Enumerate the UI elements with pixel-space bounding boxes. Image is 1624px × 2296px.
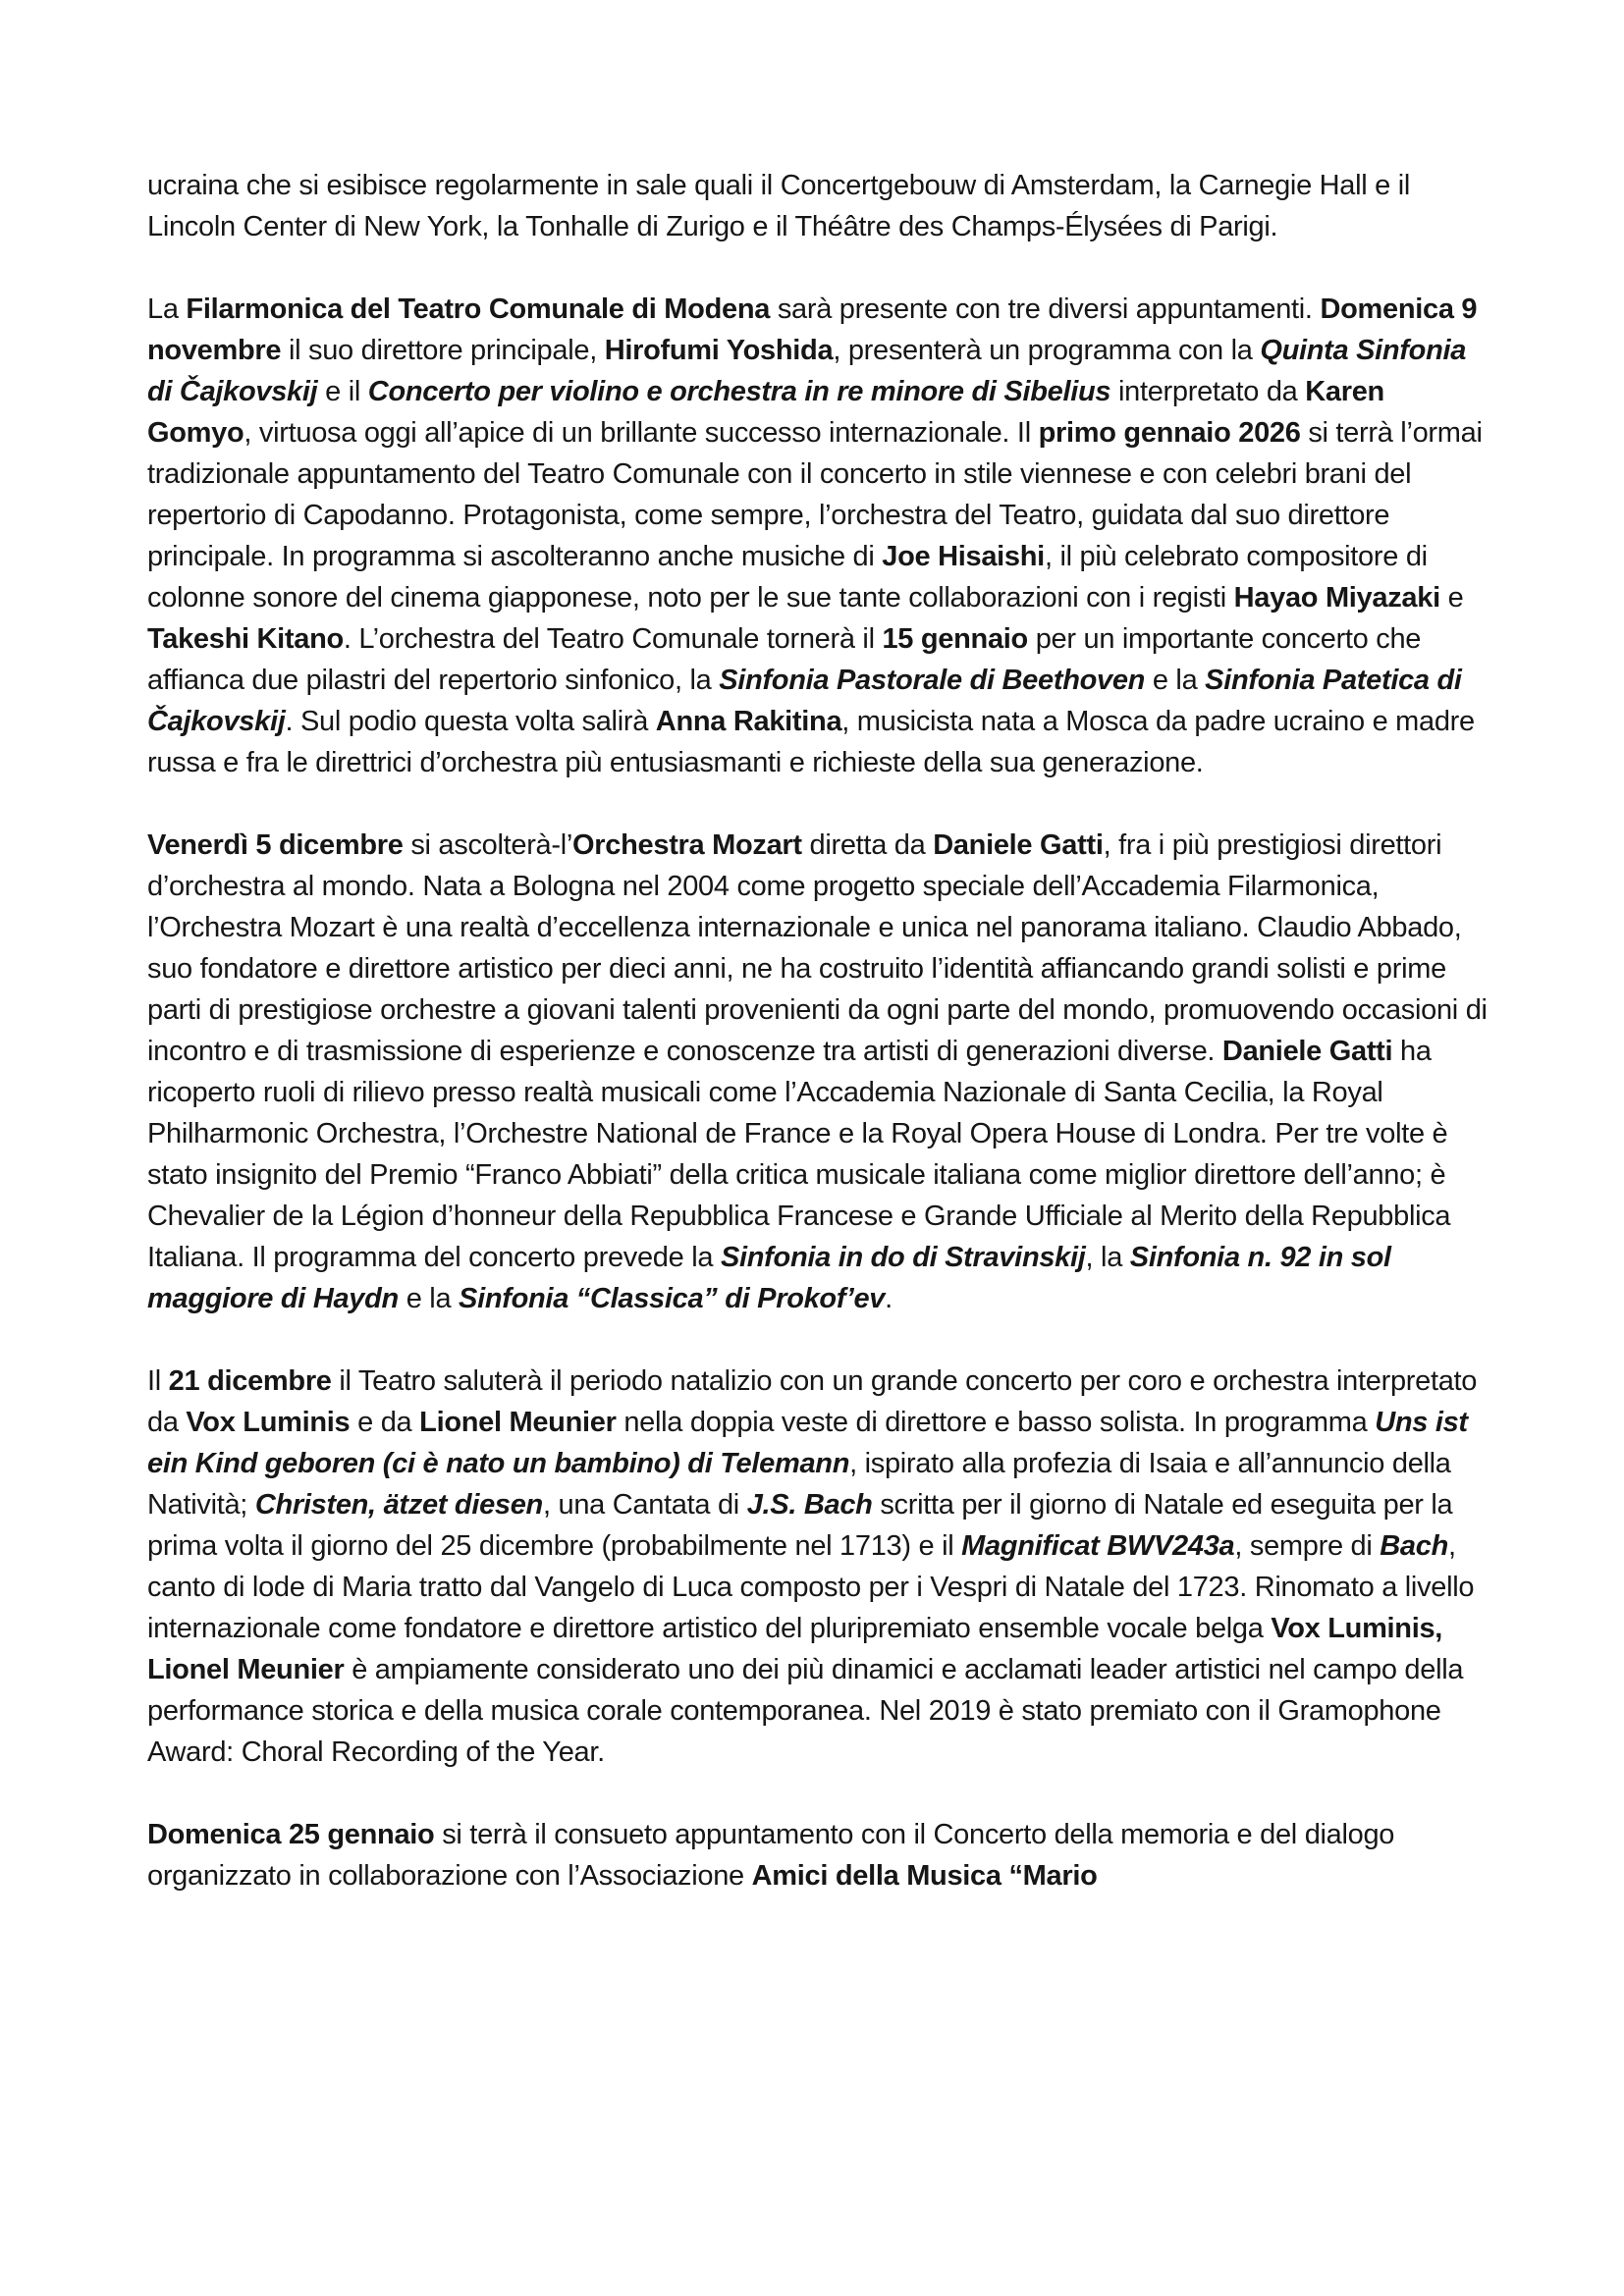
text-run: Il (147, 1365, 169, 1397)
text-run: , ispirato alla profezia di Isaia e all’annuncio della Natività; (147, 1448, 1451, 1521)
text-run: per un importante concerto che affianca due pilastri del repertorio sinfonico, la (147, 623, 1422, 696)
text-run: nella doppia veste di direttore e basso solista. In programma (616, 1407, 1376, 1438)
text-run: . (885, 1283, 893, 1314)
text-run: 15 gennaio (882, 623, 1028, 655)
text-run: Anna Rakitina (655, 706, 842, 737)
text-run: , virtuosa oggi all’apice di un brillante successo internazionale. Il (244, 417, 1039, 449)
text-run: Sinfonia “Classica” di Prokof’ev (459, 1283, 886, 1314)
text-run: Bach (1380, 1530, 1448, 1562)
text-run: ucraina che si esibisce regolarmente in sale quali il Concertgebouw di Amsterdam, la Carnegie Hall e il Lincoln Center di New York, la Tonhalle di Zurigo e il Théâtre des Champs-Élysées di Parigi. (147, 170, 1411, 242)
text-run: J.S. Bach (746, 1489, 873, 1521)
paragraph (147, 1814, 1492, 1896)
text-run: , il più celebrato compositore di colonne sonore del cinema giapponese, noto per le sue tante collaborazioni con i registi (147, 541, 1428, 614)
text-run: Daniele Gatti (1221, 1036, 1393, 1067)
text-run: Daniele Gatti (933, 829, 1104, 861)
text-run: , una Cantata di (542, 1489, 747, 1521)
text-run: 21 dicembre (168, 1365, 332, 1397)
text-run: Magnificat BWV243a (961, 1530, 1235, 1562)
text-run: , la (1085, 1242, 1130, 1273)
paragraph (147, 289, 1492, 783)
text-run: Hirofumi Yoshida (604, 335, 834, 366)
text-run: Concerto per violino e orchestra in re minore di Sibelius (367, 376, 1111, 407)
text-run: sarà presente con tre diversi appuntamenti. (770, 294, 1321, 325)
text-run: , fra i più prestigiosi direttori d’orchestra al mondo. Nata a Bologna nel 2004 come progetto speciale dell’Accademia Filarmonica, l’Orchestra Mozart è una realtà d’eccellenza internazionale e unica nel panorama italiano. Claudio Abbado, suo fondatore e direttore artistico per dieci anni, ne ha costruito l’identità affiancando grandi solisti e prime parti di prestigiose orchestre a giovani talenti provenienti da ogni parte del mondo, promuovendo occasioni di incontro e di trasmissione di esperienze e conoscenze tra artisti di generazioni diverse. (147, 829, 1488, 1067)
text-run: Sinfonia in do di Stravinskij (720, 1242, 1086, 1273)
text-run: Venerdì 5 dicembre (147, 829, 404, 861)
text-run: Lionel Meunier (419, 1407, 617, 1438)
text-run: Domenica 25 gennaio (147, 1819, 435, 1850)
text-run: Christen, ätzet diesen (254, 1489, 543, 1521)
text-run: il suo direttore principale, (281, 335, 605, 366)
text-run: e la (1145, 665, 1206, 696)
text-run: Quinta Sinfonia di Čajkovskij (147, 335, 1467, 407)
text-run: , musicista nata a Mosca da padre ucraino e madre russa e fra le direttrici d’orchestra più entusiasmanti e richieste della sua generazione. (147, 706, 1475, 778)
text-run: diretta da (801, 829, 934, 861)
text-run: Uns ist ein Kind geboren (ci è nato un bambino) di Telemann (147, 1407, 1468, 1479)
text-run: il Teatro saluterà il periodo natalizio con un grande concerto per coro e orchestra interpretato da (147, 1365, 1478, 1438)
text-run: Orchestra Mozart (572, 829, 802, 861)
text-run: Takeshi Kitano (147, 623, 344, 655)
paragraph (147, 165, 1492, 247)
text-run: scritta per il giorno di Natale ed eseguita per la prima volta il giorno del 25 dicembre (probabilmente nel 1713) e il (147, 1489, 1453, 1562)
text-run: La (147, 294, 187, 325)
text-run: Karen Gomyo (147, 376, 1384, 449)
text-run: Sinfonia n. 92 in sol maggiore di Haydn (147, 1242, 1391, 1314)
text-run: Vox Luminis, Lionel Meunier (147, 1613, 1443, 1685)
text-run: e il (317, 376, 368, 407)
text-run: Filarmonica del Teatro Comunale di Modena (186, 294, 771, 325)
text-run: Joe Hisaishi (882, 541, 1045, 572)
text-run: Sinfonia Pastorale di Beethoven (719, 665, 1146, 696)
text-run: primo gennaio 2026 (1038, 417, 1301, 449)
text-run: Amici della Musica “Mario (751, 1860, 1098, 1892)
text-run: , presenterà un programma con la (833, 335, 1261, 366)
text-run: e (1439, 582, 1464, 614)
document-body (147, 165, 1492, 1938)
text-run: ha ricoperto ruoli di rilievo presso realtà musicali come l’Accademia Nazionale di Santa Cecilia, la Royal Philharmonic Orchestra, l’Orchestre National de France e la Royal Opera House di Londra. Per tre volte è stato insignito del Premio “Franco Abbiati” della critica musicale italiana come miglior direttore dell’anno; è Chevalier de la Légion d’honneur della Repubblica Francese e Grande Ufficiale al Merito della Repubblica Italiana. Il programma del concerto prevede la (147, 1036, 1451, 1273)
text-run: si terrà l’ormai tradizionale appuntamento del Teatro Comunale con il concerto in stile viennese e con celebri brani del repertorio di Capodanno. Protagonista, come sempre, l’orchestra del Teatro, guidata dal suo direttore principale. In programma si ascolteranno anche musiche di (147, 417, 1483, 572)
text-run: è ampiamente considerato uno dei più dinamici e acclamati leader artistici nel campo della performance storica e della musica corale contemporanea. Nel 2019 è stato premiato con il Gramophone Award: Choral Recording of the Year. (147, 1654, 1464, 1768)
text-run: e la (398, 1283, 460, 1314)
paragraph (147, 825, 1492, 1319)
paragraph (147, 1361, 1492, 1773)
text-run: Sinfonia Patetica di Čajkovskij (147, 665, 1462, 737)
text-run: Vox Luminis (186, 1407, 351, 1438)
text-run: . Sul podio questa volta salirà (285, 706, 656, 737)
text-run: Domenica 9 novembre (147, 294, 1478, 366)
text-run: , canto di lode di Maria tratto dal Vangelo di Luca composto per i Vespri di Natale del 1723. Rinomato a livello internazionale come fondatore e direttore artistico del pluripremiato ensemble vocale belga (147, 1530, 1475, 1644)
text-run: interpretato da (1110, 376, 1306, 407)
text-run: , sempre di (1234, 1530, 1380, 1562)
text-run: Hayao Miyazaki (1233, 582, 1440, 614)
text-run: si terrà il consueto appuntamento con il Concerto della memoria e del dialogo organizzato in collaborazione con l’Associazione (147, 1819, 1395, 1892)
text-run: si ascolterà-l’ (403, 829, 573, 861)
text-run: e da (350, 1407, 420, 1438)
text-run: . L’orchestra del Teatro Comunale tornerà il (343, 623, 883, 655)
